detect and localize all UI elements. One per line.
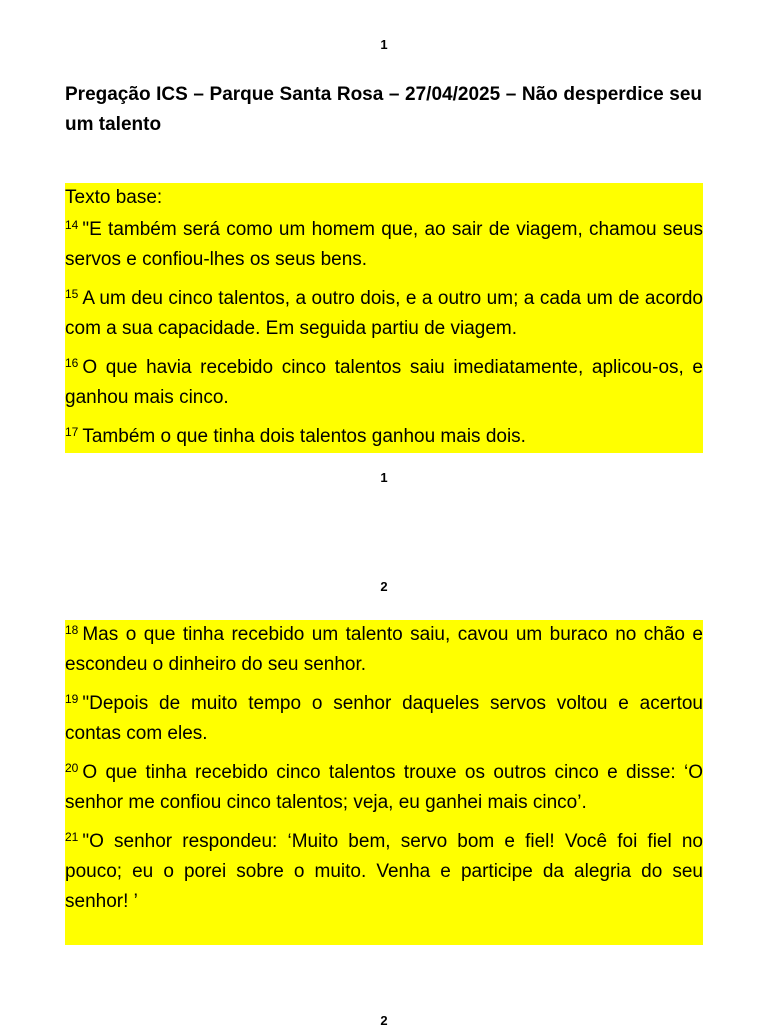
highlighted-passage-page1 (65, 183, 703, 453)
verse-text: O que tinha recebido cinco talentos trouxe os outros cinco e disse: ‘O senhor me confiou cinco talentos; veja, eu ganhei mais cinco’. (65, 762, 703, 813)
verse-19 (65, 689, 703, 749)
verse-number: 18 (65, 623, 79, 637)
verse-number: 16 (65, 356, 79, 370)
verse-14 (65, 215, 703, 275)
verse-number: 14 (65, 218, 79, 232)
verse-number: 19 (65, 692, 79, 706)
page-header-number: 2 (380, 579, 388, 594)
verse-text: "O senhor respondeu: ‘Muito bem, servo bom e fiel! Você foi fiel no pouco; eu o porei sobre o muito. Venha e participe da alegria do seu senhor! ’ (65, 831, 703, 912)
verse-15 (65, 284, 703, 344)
verse-text: A um deu cinco talentos, a outro dois, e a outro um; a cada um de acordo com a sua capacidade. Em seguida partiu de viagem. (65, 288, 703, 339)
page-footer-number: 1 (380, 470, 388, 485)
verse-text: O que havia recebido cinco talentos saiu imediatamente, aplicou-os, e ganhou mais cinco. (65, 357, 703, 408)
verse-number: 21 (65, 830, 79, 844)
verse-text: "Depois de muito tempo o senhor daqueles servos voltou e acertou contas com eles. (65, 693, 703, 744)
verse-number: 20 (65, 761, 79, 775)
verse-text: Também o que tinha dois talentos ganhou mais dois. (82, 426, 526, 447)
sermon-title: Pregação ICS – Parque Santa Rosa – 27/04/2025 – Não desperdice seu um talento (65, 84, 702, 135)
verse-18 (65, 620, 703, 680)
verse-16 (65, 353, 703, 413)
verse-21 (65, 827, 703, 917)
verse-number: 15 (65, 287, 79, 301)
page-header-number: 1 (380, 37, 388, 52)
text-base-label: Texto base: (65, 187, 163, 208)
verse-text: "E também será como um homem que, ao sair de viagem, chamou seus servos e confiou-lhes os seus bens. (65, 219, 703, 270)
verse-number: 17 (65, 425, 79, 439)
verse-text: Mas o que tinha recebido um talento saiu, cavou um buraco no chão e escondeu o dinheiro do seu senhor. (65, 624, 703, 675)
verse-17 (65, 422, 703, 452)
verse-20 (65, 758, 703, 818)
highlighted-passage-page2 (65, 620, 703, 945)
page-footer-number: 2 (380, 1013, 388, 1028)
